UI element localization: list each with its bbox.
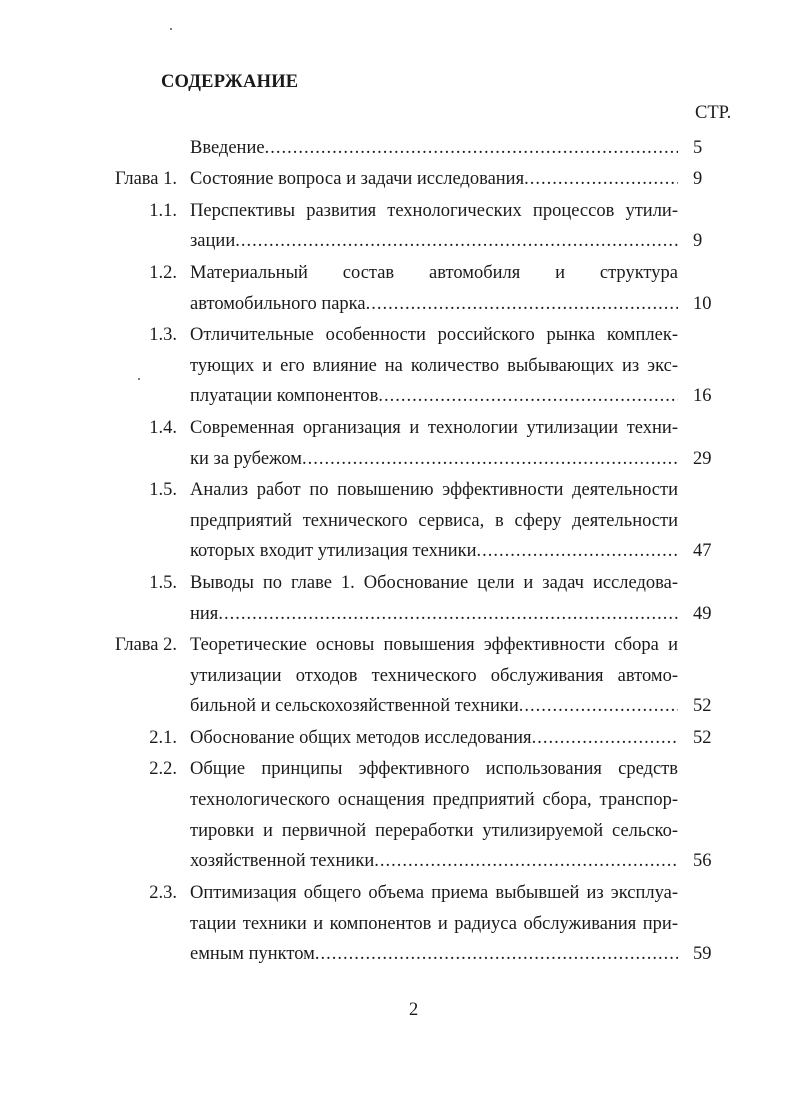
toc-entry-text: Современная организация и технологии утилизации техни- xyxy=(190,417,678,438)
toc-entry-number: 1.2. xyxy=(149,262,177,283)
dot-leader xyxy=(519,693,678,719)
toc-entry-text: Отличительные особенности российского рынка комплек- xyxy=(190,324,678,345)
toc-entry-text xyxy=(190,693,678,719)
toc-entry-page: 9 xyxy=(693,169,703,190)
toc-entry-text: Общие принципы эффективного использования средств xyxy=(190,759,678,779)
dot-leader xyxy=(524,166,678,192)
toc-entry-text xyxy=(190,538,678,564)
toc-entry-page: 29 xyxy=(693,448,712,469)
toc-entry-page: 5 xyxy=(693,138,703,158)
page-column-header: СТР. xyxy=(695,103,732,123)
toc-entry-text: Анализ работ по повышению эффективности деятельности xyxy=(190,479,678,500)
toc-entry-page: 52 xyxy=(693,696,712,717)
dot-leader xyxy=(378,383,678,409)
toc-entry-text xyxy=(190,166,678,192)
toc-entry-number: 1.3. xyxy=(149,324,177,345)
dot-leader xyxy=(265,135,678,161)
toc-entry-text xyxy=(190,941,678,967)
dot-leader xyxy=(315,941,678,967)
toc-entry-text: Перспективы развития технологических процессов утили- xyxy=(190,200,678,221)
toc-entry-text xyxy=(190,228,678,254)
toc-entry-text: тации техники и компонентов и радиуса обслуживания при- xyxy=(190,913,678,934)
toc-entry-number: 2.1. xyxy=(149,727,177,748)
toc-entry-text-line: хозяйственной техники xyxy=(190,851,375,872)
toc-entry-page: 52 xyxy=(693,727,712,748)
toc-entry-text: Материальный состав автомобиля и структура xyxy=(190,262,678,283)
toc-entry-number: 2.3. xyxy=(149,882,177,903)
toc-entry-text-line: бильной и сельскохозяйственной техники xyxy=(190,696,519,717)
toc-entry-text-line: зации xyxy=(190,231,236,252)
toc-entry-text xyxy=(190,848,678,874)
page-title: СОДЕРЖАНИЕ xyxy=(161,72,299,92)
page-number: 2 xyxy=(409,1000,419,1020)
dot-leader xyxy=(477,538,678,564)
toc-entry-number: 1.5. xyxy=(149,479,177,500)
toc-entry-number: Глава 1. xyxy=(115,169,177,190)
toc-entry-text-line: ки за рубежом xyxy=(190,448,302,469)
toc-entry-text-line: Состояние вопроса и задачи исследования xyxy=(190,169,525,190)
toc-entry-number: 1.1. xyxy=(149,200,177,221)
toc-entry-page: 16 xyxy=(693,386,712,407)
toc-entry-text xyxy=(190,446,678,472)
toc-entry-text: тующих и его влияние на количество выбывающих из экс- xyxy=(190,355,678,376)
toc-entry-page: 56 xyxy=(693,851,712,872)
toc-entry-text: технологического оснащения предприятий сбора, транспор- xyxy=(190,789,678,810)
toc-entry-page: 10 xyxy=(693,293,712,314)
toc-entry-text xyxy=(190,291,678,317)
toc-entry-text: Теоретические основы повышения эффективности сбора и xyxy=(190,634,678,655)
dot-leader xyxy=(235,228,678,254)
toc-entry-text: предприятий технического сервиса, в сферу деятельности xyxy=(190,510,678,531)
scan-speck xyxy=(138,378,140,380)
toc-entry-text: Оптимизация общего объема приема выбывшей из эксплуа- xyxy=(190,882,678,903)
dot-leader xyxy=(374,848,678,874)
toc-entry-page: 49 xyxy=(693,603,712,624)
toc-entry-text: утилизации отходов технического обслуживания автомо- xyxy=(190,665,678,686)
toc-entry-text xyxy=(190,725,678,751)
dot-leader xyxy=(218,601,678,627)
toc-entry-text-line: емным пунктом xyxy=(190,944,315,965)
toc-entry-page: 59 xyxy=(693,944,712,965)
toc-entry-text-line: Обоснование общих методов исследования xyxy=(190,727,532,748)
toc-entry-text: тировки и первичной переработки утилизируемой сельско- xyxy=(190,820,678,841)
toc-entry-number: Глава 2. xyxy=(115,634,177,655)
toc-entry-text xyxy=(190,383,678,409)
dot-leader xyxy=(366,291,678,317)
toc-entry-text-line: которых входит утилизация техники xyxy=(190,541,477,562)
toc-entry-number: 1.4. xyxy=(149,417,177,438)
dot-leader xyxy=(532,725,678,751)
toc-entry-text-line: Введение xyxy=(190,138,265,158)
toc-entry-text-line: плуатации компонентов xyxy=(190,386,379,407)
toc-entry-text xyxy=(190,135,678,161)
toc-entry-text-line: автомобильного парка xyxy=(190,293,366,314)
toc-entry-number: 1.5. xyxy=(149,572,177,593)
toc-entry-number: 2.2. xyxy=(149,759,177,779)
dot-leader xyxy=(302,446,678,472)
toc-entry-text: Выводы по главе 1. Обоснование цели и задач исследова- xyxy=(190,572,678,593)
toc-entry-page: 47 xyxy=(693,541,712,562)
toc-entry-text xyxy=(190,601,678,627)
toc-entry-page: 9 xyxy=(693,231,703,252)
toc-entry-text-line: ния xyxy=(190,603,219,624)
scan-speck xyxy=(170,28,172,30)
